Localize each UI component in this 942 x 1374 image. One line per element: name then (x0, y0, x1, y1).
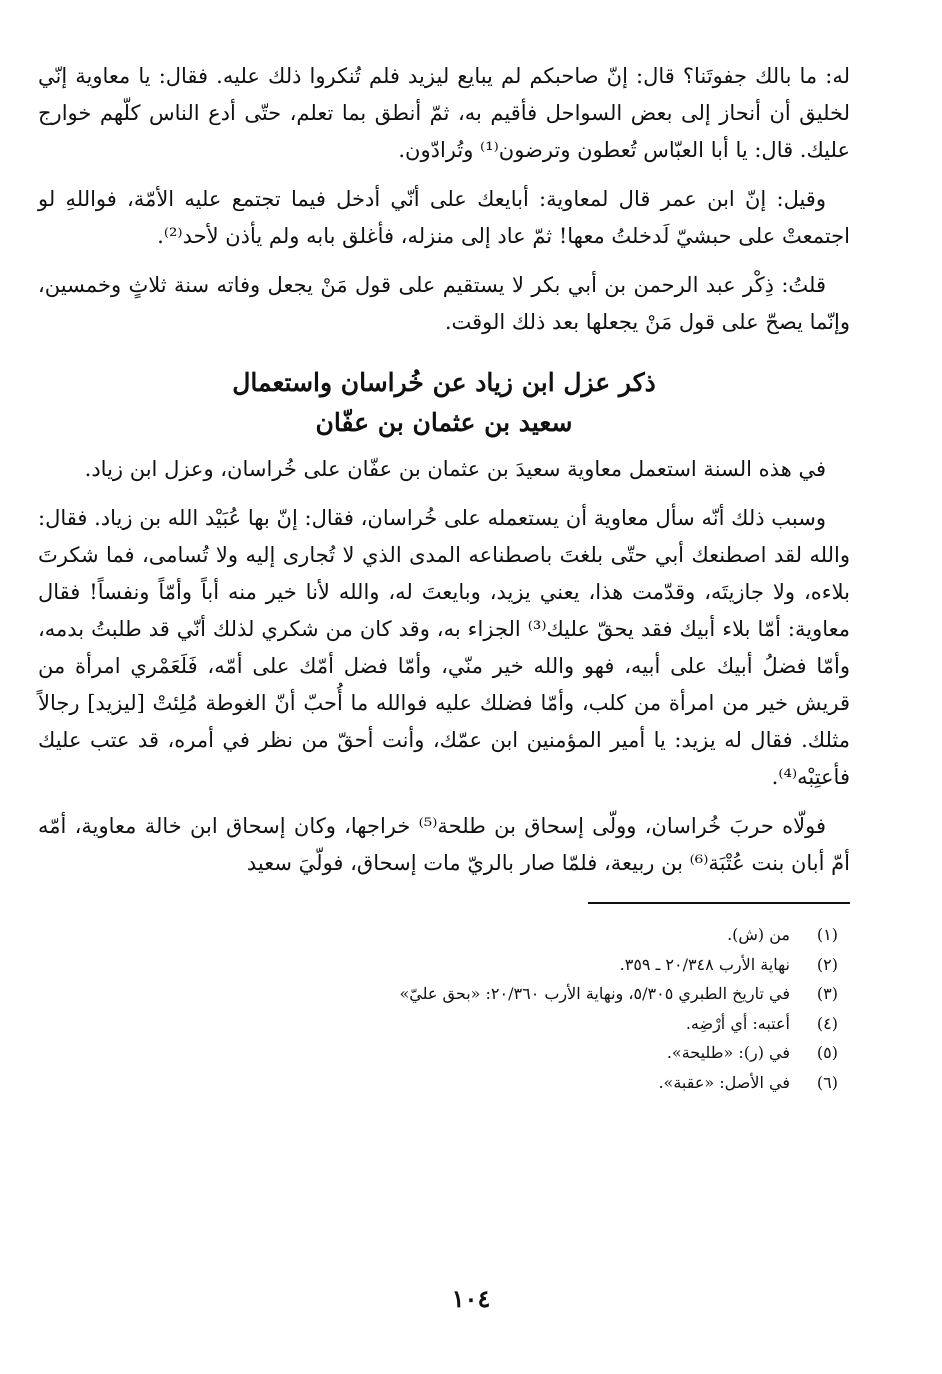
footnote-number: (١) (816, 925, 838, 944)
footnote-item (38, 920, 850, 950)
footnote-number: (٦) (816, 1072, 838, 1092)
footnote-divider (588, 902, 850, 904)
footnote-text: من (ش). (727, 925, 790, 944)
footnote-number: (٣) (816, 984, 838, 1003)
footnote-text: نهاية الأرب ٢٠/٣٤٨ ـ ٣٥٩. (619, 954, 790, 974)
section-heading-line-1: ذكر عزل ابن زياد عن خُراسان واستعمال (232, 368, 656, 397)
footnote-item (38, 979, 850, 1009)
section-paragraph-2: وسبب ذلك أنّه سأل معاوية أن يستعمله على خُراسان، فقال: إنّ بها عُبَيْد الله بن زياد. فقال: والله لقد اصطنعك أبي حتّى بلغتَ باصطناعه المدى الذي لا تُجارى إليه ولا تُسامى، فما شكرتَ بلاءه، ولا جازيتَه، وقدّمت هذا، يعني يزيد، وبايعتَ له، والله لأنا خير منه أباً وأمّاً ونفساً! فقال معاوية: أمّا بلاء أبيك فقد يحقّ عليك⁽³⁾ الجزاء به، وقد كان من شكري لذلك أنّي قد طلبتُ بدمه، وأمّا فضلُ أبيك على أبيه، فهو والله خير منّي، وأمّا فضل أمّك على أمّه، فَلَعَمْري امرأة من قريش خير من امرأة من كلب، وأمّا فضلك عليه فوالله ما أُحبّ أنّ الغوطة مُلِئتْ [ليزيد] رجالاً مثلك. فقال له يزيد: يا أمير المؤمنين ابن عمّك، وأنت أحقّ من نظر في أمره، قد عتب عليك فأعتِبْه⁽⁴⁾. (38, 506, 850, 789)
footnote-number: (٢) (816, 954, 838, 974)
footnote-item (38, 1009, 850, 1039)
footnote-item (38, 1038, 850, 1068)
section-paragraph-1: في هذه السنة استعمل معاوية سعيدَ بن عثمان بن عفّان على خُراسان، وعزل ابن زياد. (84, 457, 826, 481)
footnotes-list (38, 920, 850, 1097)
section-heading (38, 363, 850, 443)
section-heading-line-2: سعيد بن عثمان بن عفّان (315, 408, 573, 437)
footnote-item (38, 1068, 850, 1098)
section-paragraph-3: فولّاه حربَ خُراسان، وولّى إسحاق بن طلحة⁽⁵⁾ خراجها، وكان إسحاق ابن خالة معاوية، أمّه أمّ أبان بنت عُتْبَة⁽⁶⁾ بن ربيعة، فلمّا صار بالريّ مات إسحاق، فولّيَ سعيد (38, 814, 850, 875)
footnote-text: أعتبه: أي أرْضِه. (685, 1013, 790, 1033)
footnote-number: (٤) (816, 1013, 838, 1033)
footnote-text: في تاريخ الطبري ٥/٣٠٥، ونهاية الأرب ٢٠/٣٦٠: «بحق عليّ» (399, 984, 790, 1003)
footnote-text: في الأصل: «عقبة». (658, 1072, 790, 1092)
page-number: ١٠٤ (451, 1284, 491, 1313)
footnote-number: (٥) (816, 1043, 838, 1062)
paragraph-1: له: ما بالك جفوتَنا؟ قال: إنّ صاحبكم لم يبايع ليزيد فلم تُنكروا ذلك عليه. فقال: يا معاوية إنّي لخليق أن أنحاز إلى بعض السواحل فأقيم به، ثمّ أنطق بما تعلم، حتّى أدع الناس كلّهم خوارج عليك. قال: يا أبا العبّاس تُعطون وترضون⁽¹⁾ وتُرادّون. (38, 64, 850, 162)
paragraph-3: قلتُ: ذِكْر عبد الرحمن بن أبي بكر لا يستقيم على قول مَنْ يجعل وفاته سنة ثلاثٍ وخمسين، وإنّما يصحّ على قول مَنْ يجعلها بعد ذلك الوقت. (38, 273, 850, 334)
footnote-item (38, 950, 850, 980)
footnote-text: في (ر): «طليحة». (666, 1043, 790, 1062)
paragraph-2: وقيل: إنّ ابن عمر قال لمعاوية: أبايعك على أنّي أدخل فيما تجتمع عليه الأمّة، فواللهِ لو اجتمعتْ على حبشيّ لَدخلتُ معها! ثمّ عاد إلى منزله، فأغلق بابه ولم يأذن لأحد⁽²⁾. (38, 187, 850, 248)
